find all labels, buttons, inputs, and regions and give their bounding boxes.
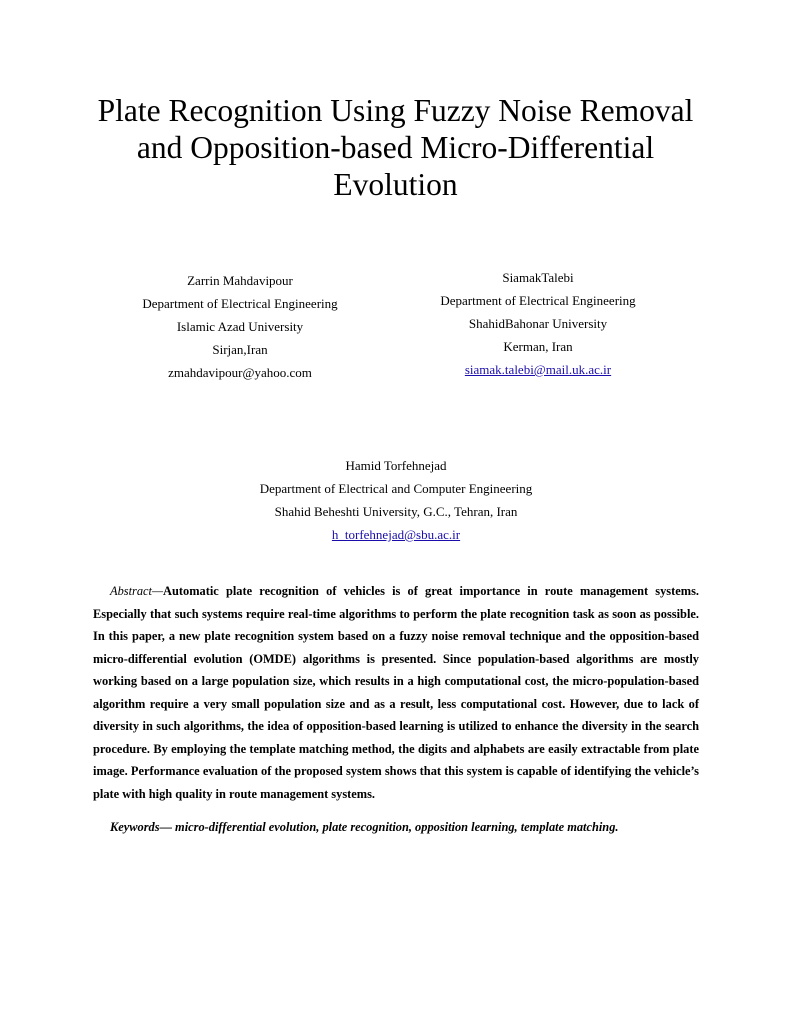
author-institution: Shahid Beheshti University, G.C., Tehran, Iran [274,504,518,519]
author-institution: ShahidBahonar University [468,316,608,331]
author-name: Zarrin Mahdavipour [187,273,293,288]
title-line-3: Evolution [333,167,458,202]
author-location: Sirjan,Iran [212,342,268,357]
author-email-link[interactable]: siamak.talebi@mail.uk.ac.ir [464,362,612,377]
author-department: Department of Electrical and Computer Engineering [259,481,533,496]
author-department: Department of Electrical Engineering [142,296,338,311]
keywords: Keywords— micro-differential evolution, plate recognition, opposition learning, template matching. [110,820,619,834]
abstract [93,580,699,805]
author-block-1 [90,269,390,384]
title-line-2: and Opposition-based Micro-Differential [136,130,655,165]
abstract-label: Abstract [110,584,152,598]
author-name: Hamid Torfehnejad [345,458,447,473]
abstract-dash: — [152,584,164,598]
author-email: zmahdavipour@yahoo.com [168,365,312,380]
author-name: SiamakTalebi [502,270,574,285]
author-institution: Islamic Azad University [176,319,304,334]
abstract-text: Automatic plate recognition of vehicles is of great importance in route management systems. Especially that such systems require real-time algorithms to perform the plate recognition task as soon as possible. In this paper, a new plate recognition system based on a fuzzy noise removal technique and the opposition-based micro-differential evolution (OMDE) algorithms is presented. Since population-based algorithms are mostly working based on a large population size, which results in a high computational cost, the micro-population-based algorithm require a very small population size and as a result, less computational cost. However, due to lack of diversity in such algorithms, the idea of opposition-based learning is utilized to enhance the diversity in the search procedure. By employing the template matching method, the digits and alphabets are easily extractable from plate image. Performance evaluation of the proposed system shows that this system is capable of identifying the vehicle’s plate with high quality in route management systems. [93,584,699,801]
paper-title [60,92,731,203]
title-line-1: Plate Recognition Using Fuzzy Noise Removal [97,93,694,128]
author-block-2 [388,266,688,381]
author-block-3 [196,454,596,546]
author-location: Kerman, Iran [503,339,573,354]
author-email-link[interactable]: h_torfehnejad@sbu.ac.ir [331,527,461,542]
author-department: Department of Electrical Engineering [440,293,636,308]
